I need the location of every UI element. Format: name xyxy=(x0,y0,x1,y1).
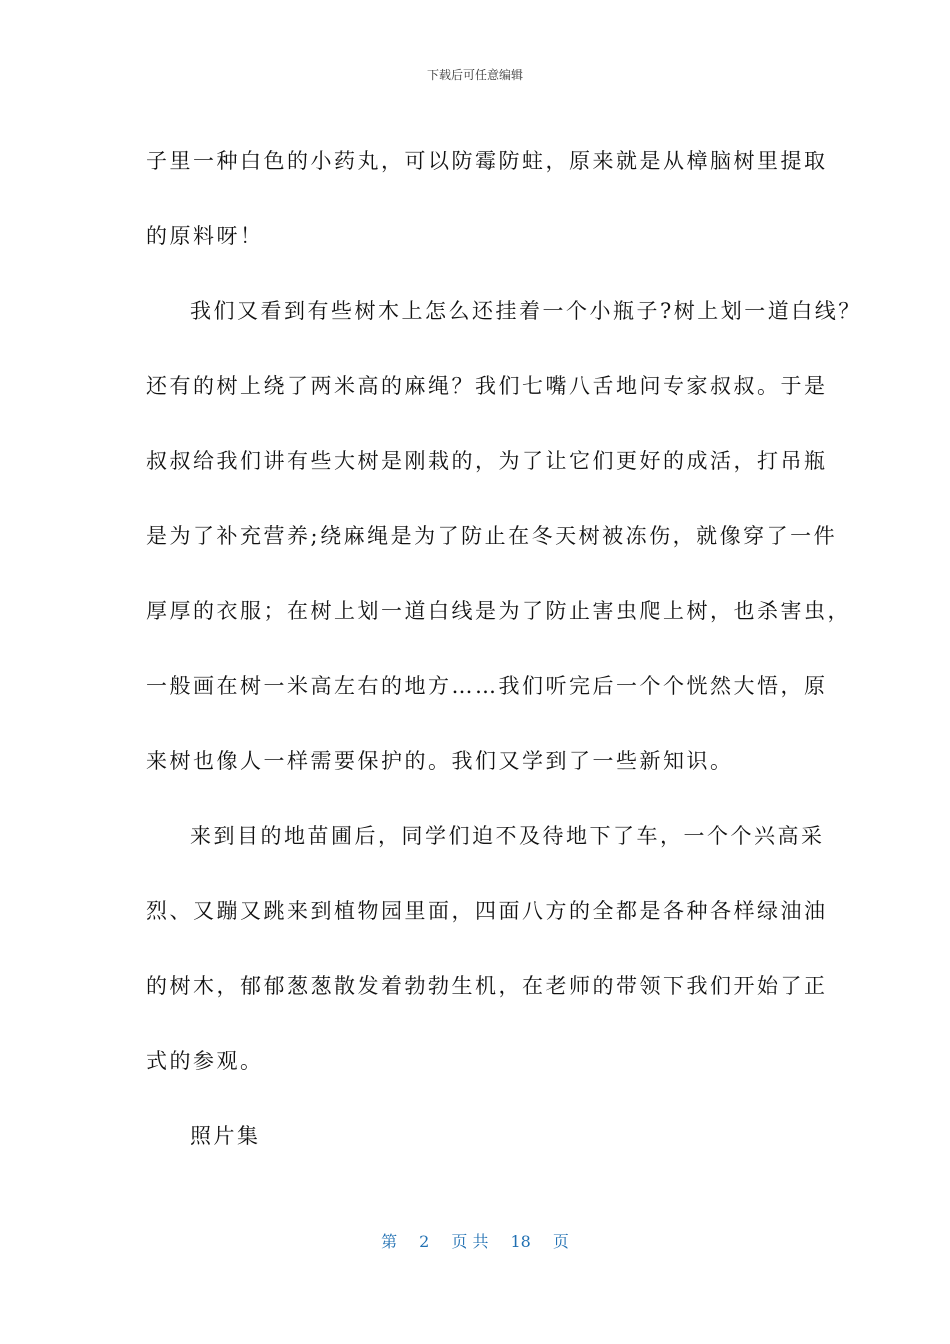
text-line: 的树木，郁郁葱葱散发着勃勃生机，在老师的带领下我们开始了正 xyxy=(146,974,828,998)
text-line: 的原料呀！ xyxy=(146,224,264,248)
section-heading: 照片集 xyxy=(190,1124,261,1148)
page-header: 下载后可任意编辑 xyxy=(426,68,523,82)
document-body xyxy=(146,124,862,1174)
page-label: 第 xyxy=(381,1232,398,1251)
text-line: 一般画在树一米高左右的地方……我们听完后一个个恍然大悟，原 xyxy=(146,674,828,698)
text-line: 厚厚的衣服；在树上划一道白线是为了防止害虫爬上树，也杀害虫， xyxy=(146,599,851,623)
text-line: 烈、又蹦又跳来到植物园里面，四面八方的全都是各种各样绿油油 xyxy=(146,899,828,923)
text-line: 我们又看到有些树木上怎么还挂着一个小瓶子?树上划一道白线？ xyxy=(190,299,862,323)
page-suffix: 页 xyxy=(552,1232,569,1251)
text-line: 叔叔给我们讲有些大树是刚栽的，为了让它们更好的成活，打吊瓶 xyxy=(146,449,828,473)
text-line: 是为了补充营养;绕麻绳是为了防止在冬天树被冻伤，就像穿了一件 xyxy=(146,524,838,548)
text-line: 来树也像人一样需要保护的。我们又学到了一些新知识。 xyxy=(146,749,734,773)
total-pages: 18 xyxy=(510,1232,531,1251)
text-line: 还有的树上绕了两米高的麻绳？我们七嘴八舌地问专家叔叔。于是 xyxy=(146,374,828,398)
of-label: 页 共 xyxy=(451,1232,489,1251)
text-line: 式的参观。 xyxy=(146,1049,264,1073)
text-line: 子里一种白色的小药丸，可以防霉防蛀，原来就是从樟脑树里提取 xyxy=(146,149,828,173)
text-line: 来到目的地苗圃后，同学们迫不及待地下了车，一个个兴高采 xyxy=(190,824,825,848)
page-number: 2 xyxy=(419,1232,430,1251)
page-footer xyxy=(0,1229,950,1252)
